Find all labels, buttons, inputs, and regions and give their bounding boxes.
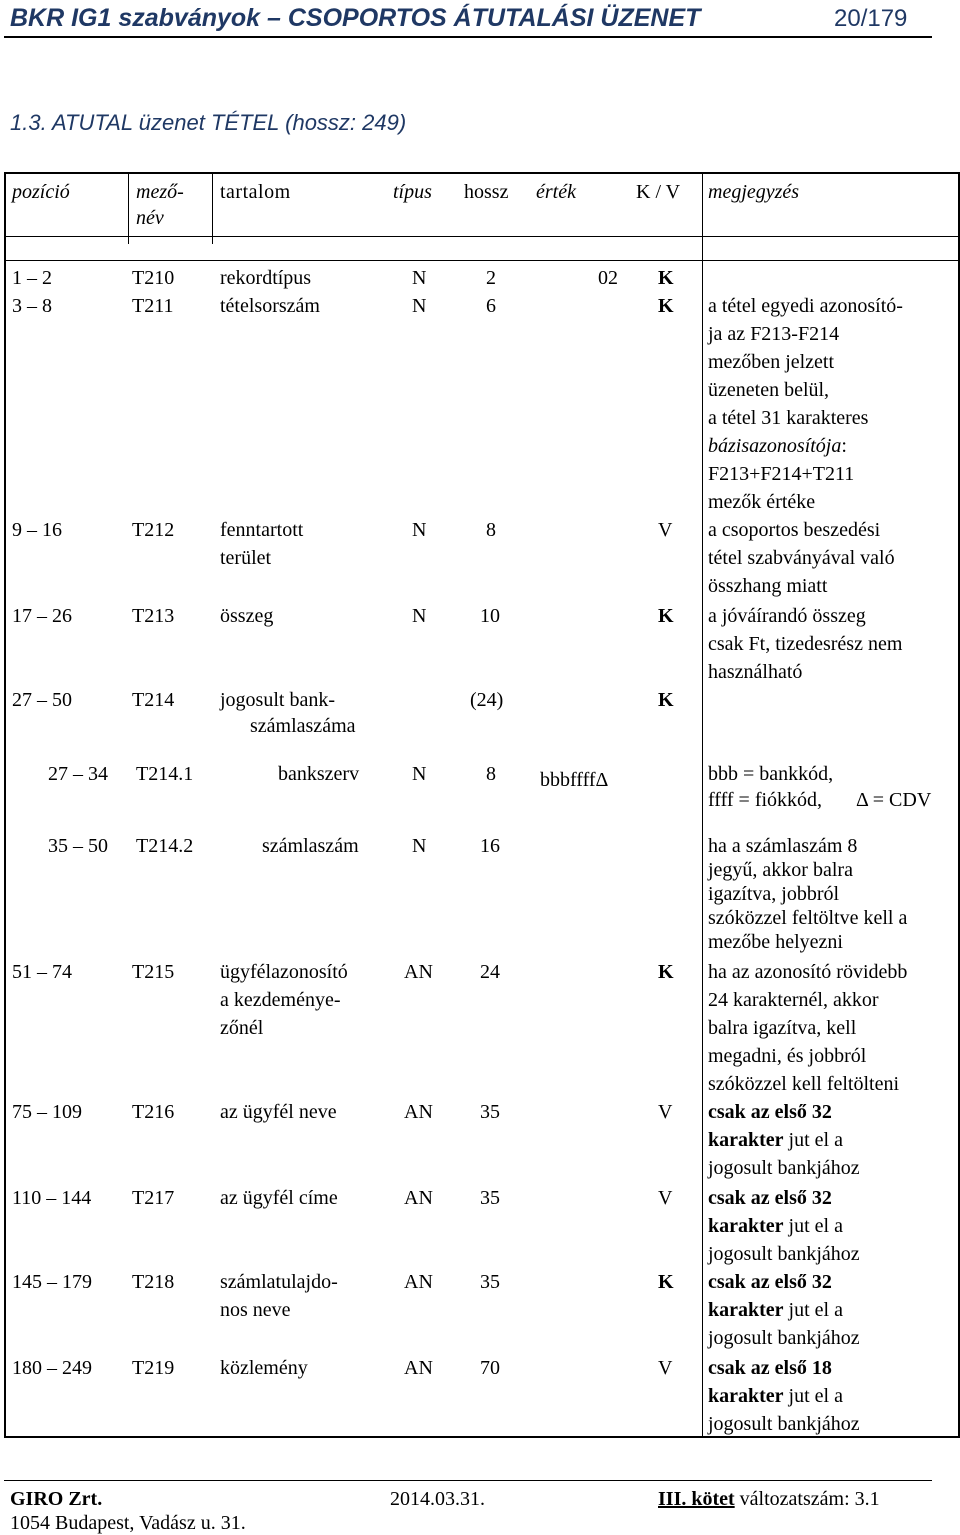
cell-note: a jóváírandó összeg csak Ft, tizedesrész nem használható [708, 605, 903, 683]
note-italic: bázisazonosítója [708, 435, 842, 457]
note-bold: karakter [708, 1215, 784, 1237]
header-divider [4, 36, 932, 38]
cell-len: 24 [480, 961, 500, 983]
cell-pos: 27 – 34 [48, 763, 108, 785]
header-ertek: érték [536, 181, 576, 203]
cell-note: jogosult bankjához [708, 1413, 860, 1435]
cell-len: 70 [480, 1357, 500, 1379]
cell-content: tételsorszám [220, 295, 320, 317]
cell-len: 16 [480, 835, 500, 857]
cell-name: T213 [132, 605, 175, 627]
cell-pos: 9 – 16 [12, 519, 62, 541]
footer-company: GIRO Zrt. [10, 1488, 103, 1510]
header-megjegyzes: megjegyzés [708, 181, 800, 203]
header-tipus: típus [393, 181, 432, 203]
cell-len: 2 [486, 267, 496, 289]
cell-name: T218 [132, 1271, 175, 1293]
cell-kv: V [658, 1101, 673, 1123]
cell-content: az ügyfél neve [220, 1101, 337, 1123]
footer-divider [4, 1480, 932, 1481]
cell-pos: 51 – 74 [12, 961, 72, 983]
header-mezonev-2: név [136, 207, 164, 229]
note-bold: karakter [708, 1385, 784, 1407]
cell-content: összeg [220, 605, 274, 627]
cell-content: fenntartott terület [220, 519, 304, 569]
note-bold: karakter [708, 1129, 784, 1151]
cell-len: 10 [480, 605, 500, 627]
cell-type: AN [404, 1101, 433, 1123]
cell-kv: K [658, 267, 674, 289]
cell-content: az ügyfél címe [220, 1187, 338, 1209]
cell-pos: 110 – 144 [12, 1187, 92, 1209]
cell-kv: V [658, 1187, 673, 1209]
cell-len: 6 [486, 295, 496, 317]
footer-volume: III. kötet [658, 1488, 735, 1510]
cell-content-2: számlaszáma [250, 715, 356, 737]
cell-kv: K [658, 605, 674, 627]
cell-name: T212 [132, 519, 175, 541]
cell-note: jogosult bankjához [708, 1157, 860, 1179]
cell-pos: 75 – 109 [12, 1101, 82, 1123]
cell-note: F213+F214+T211 [708, 463, 855, 485]
page-number: 20/179 [834, 5, 908, 32]
cell-note: jogosult bankjához [708, 1327, 860, 1349]
header-pozicio: pozíció [12, 181, 70, 203]
cell-note: ha az azonosító rövidebb 24 karakternél, akkor balra igazítva, kell megadni, és jobbról szóközzel kell feltölteni [708, 961, 908, 1095]
cell-note: a csoportos beszedési tétel szabványával való összhang miatt [708, 519, 895, 597]
header-mezonev: mező- [136, 181, 184, 203]
note-regular: jut el a [783, 1299, 843, 1321]
cell-note: bbb = bankkód, [708, 763, 834, 785]
header-tartalom: tartalom [220, 181, 291, 203]
cell-note-bold: csak az első 32 [708, 1101, 832, 1123]
cell-name: T214.2 [136, 835, 194, 857]
cell-type: N [412, 267, 427, 289]
cell-pos: 3 – 8 [12, 295, 52, 317]
cell-note: ha a számlaszám 8 jegyű, akkor balra igazítva, jobbról szóközzel feltöltve kell a mezőbe helyezni [708, 835, 908, 953]
cell-note-bold: csak az első 18 [708, 1357, 832, 1379]
cell-pos: 145 – 179 [12, 1271, 92, 1293]
cell-type: N [412, 835, 427, 857]
cell-note-emph [708, 432, 847, 460]
cell-content: közlemény [220, 1357, 308, 1379]
cell-name: T214 [132, 689, 175, 711]
cell-note-line [708, 1212, 843, 1240]
note-regular: jut el a [783, 1129, 843, 1151]
record-table [4, 172, 960, 1438]
cell-type: AN [404, 1187, 433, 1209]
header-kv: K / V [636, 181, 681, 203]
cell-value: 02 [598, 267, 618, 289]
col-divider [128, 174, 129, 244]
cell-note: mezők értéke [708, 491, 816, 513]
cell-name: T215 [132, 961, 175, 983]
cell-len: 8 [486, 519, 496, 541]
cell-kv: K [658, 295, 674, 317]
cell-type: AN [404, 961, 433, 983]
cell-pos: 17 – 26 [12, 605, 72, 627]
cell-name: T217 [132, 1187, 175, 1209]
document-title: BKR IG1 szabványok – CSOPORTOS ÁTUTALÁSI ÜZENET [10, 4, 701, 32]
cell-type: N [412, 763, 427, 785]
footer-date: 2014.03.31. [390, 1488, 485, 1510]
cell-type: N [412, 295, 427, 317]
note-colon: : [841, 435, 847, 457]
cell-name: T210 [132, 267, 175, 289]
cell-pos: 1 – 2 [12, 267, 52, 289]
cell-pos: 180 – 249 [12, 1357, 92, 1379]
col-divider [702, 174, 703, 1436]
cell-note-line [708, 1382, 843, 1410]
cell-len: (24) [470, 689, 504, 711]
cell-name: T219 [132, 1357, 175, 1379]
section-title: 1.3. ATUTAL üzenet TÉTEL (hossz: 249) [10, 110, 407, 135]
cell-type: N [412, 605, 427, 627]
cell-pos: 35 – 50 [48, 835, 108, 857]
cell-content: számlaszám [262, 835, 359, 857]
note-regular: jut el a [783, 1215, 843, 1237]
cell-len: 35 [480, 1187, 500, 1209]
cell-value: bbbffffΔ [540, 769, 609, 791]
cell-pos: 27 – 50 [12, 689, 72, 711]
cell-note-cdv: Δ = CDV [856, 789, 932, 811]
footer-version: változatszám: 3.1 [734, 1488, 880, 1510]
cell-content: bankszerv [278, 763, 360, 785]
cell-name: T211 [132, 295, 174, 317]
cell-type: AN [404, 1357, 433, 1379]
cell-note-bold: csak az első 32 [708, 1271, 832, 1293]
cell-note: jogosult bankjához [708, 1243, 860, 1265]
cell-name: T214.1 [136, 763, 194, 785]
header-hossz: hossz [464, 181, 509, 203]
cell-len: 35 [480, 1271, 500, 1293]
header-rule [6, 260, 958, 261]
cell-content: számlatulajdo- nos neve [220, 1271, 338, 1321]
cell-note: ffff = fiókkód, [708, 789, 823, 811]
cell-len: 8 [486, 763, 496, 785]
cell-kv: K [658, 1271, 674, 1293]
footer-address: 1054 Budapest, Vadász u. 31. [10, 1512, 246, 1534]
cell-len: 35 [480, 1101, 500, 1123]
cell-note-line [708, 1296, 843, 1324]
cell-content: rekordtípus [220, 267, 312, 289]
cell-content: ügyfélazonosító a kezdeménye- zőnél [220, 961, 348, 1039]
cell-kv: K [658, 961, 674, 983]
header-rule [6, 236, 958, 237]
col-divider [212, 174, 213, 244]
footer-volume-line [658, 1488, 880, 1511]
cell-content: jogosult bank- [220, 689, 335, 711]
note-bold: karakter [708, 1299, 784, 1321]
cell-note-bold: csak az első 32 [708, 1187, 832, 1209]
cell-note-line [708, 1126, 843, 1154]
cell-kv: K [658, 689, 674, 711]
cell-type: N [412, 519, 427, 541]
cell-kv: V [658, 1357, 673, 1379]
cell-name: T216 [132, 1101, 175, 1123]
cell-type: AN [404, 1271, 433, 1293]
cell-kv: V [658, 519, 673, 541]
note-regular: jut el a [783, 1385, 843, 1407]
cell-note: a tétel egyedi azonosító- ja az F213-F214 mezőben jelzett üzeneten belül, a tétel 31 karakteres [708, 295, 903, 429]
